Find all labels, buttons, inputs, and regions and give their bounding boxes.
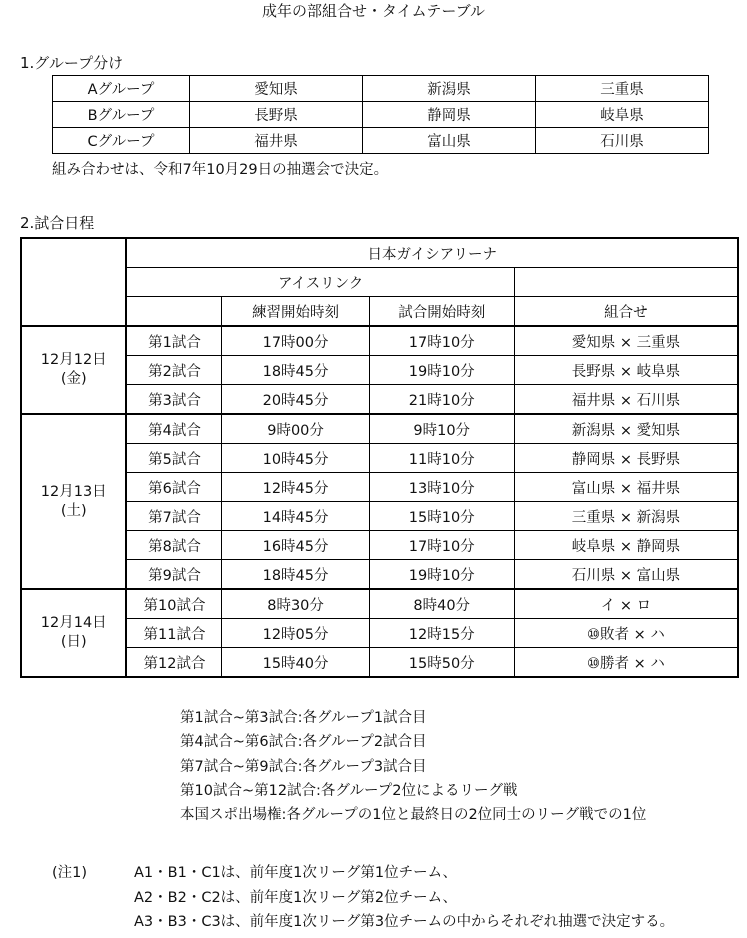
section-heading-schedule: 2.試合日程 — [20, 214, 95, 232]
match-number: 第9試合 — [126, 560, 222, 590]
start-time-header: 試合開始時刻 — [369, 297, 514, 327]
start-time: 15時50分 — [369, 648, 514, 678]
practice-time: 18時45分 — [222, 560, 369, 590]
start-time: 15時10分 — [369, 502, 514, 531]
practice-time-header: 練習開始時刻 — [222, 297, 369, 327]
day-weekday: (土) — [60, 502, 87, 519]
match-notes — [180, 706, 646, 827]
match-number: 第5試合 — [126, 444, 222, 473]
schedule-table — [20, 237, 739, 678]
match-number: 第4試合 — [126, 414, 222, 444]
note-line: 第10試合~第12試合:各グループ2位によるリーグ戦 — [180, 782, 518, 799]
rink-name: アイスリンク — [126, 268, 514, 297]
day-cell — [21, 326, 126, 414]
practice-time: 9時00分 — [222, 414, 369, 444]
start-time: 12時15分 — [369, 619, 514, 648]
group-team: 岐阜県 — [536, 102, 709, 128]
day-date: 12月12日 — [40, 352, 107, 368]
match-row — [21, 560, 738, 590]
start-time: 13時10分 — [369, 473, 514, 502]
practice-time: 14時45分 — [222, 502, 369, 531]
matchup: 長野県 × 岐阜県 — [514, 356, 738, 385]
day-date: 12月13日 — [40, 483, 107, 500]
start-time: 11時10分 — [369, 444, 514, 473]
day-weekday: (金) — [60, 371, 87, 387]
note-line: 第7試合~第9試合:各グループ3試合目 — [180, 758, 427, 775]
group-team: 静岡県 — [363, 102, 536, 128]
match-number: 第7試合 — [126, 502, 222, 531]
matchup: 三重県 × 新潟県 — [514, 502, 738, 531]
day-weekday: (日) — [60, 634, 87, 650]
start-time: 19時10分 — [369, 560, 514, 590]
matchup: イ × ロ — [514, 589, 738, 619]
start-time: 17時10分 — [369, 531, 514, 560]
match-row — [21, 385, 738, 415]
practice-time: 15時40分 — [222, 648, 369, 678]
match-number: 第2試合 — [126, 356, 222, 385]
match-number: 第11試合 — [126, 619, 222, 648]
group-name: Aグループ — [53, 76, 190, 102]
remark-line: A2・B2・C2は、前年度1次リーグ第2位チーム、 — [134, 889, 458, 906]
practice-time: 12時45分 — [222, 473, 369, 502]
venue-name: 日本ガイシアリーナ — [126, 238, 738, 268]
remark-text — [134, 861, 674, 935]
match-no-header — [126, 297, 222, 327]
day-cell — [21, 414, 126, 589]
group-table — [52, 75, 709, 154]
matchup: 静岡県 × 長野県 — [514, 444, 738, 473]
start-time: 17時10分 — [369, 326, 514, 356]
note-line: 第4試合~第6試合:各グループ2試合目 — [180, 734, 427, 751]
matchup: ⑩敗者 × ハ — [514, 619, 738, 648]
match-number: 第12試合 — [126, 648, 222, 678]
match-number: 第3試合 — [126, 385, 222, 415]
group-team: 石川県 — [536, 128, 709, 154]
group-name: Bグループ — [53, 102, 190, 128]
matchup: 石川県 × 富山県 — [514, 560, 738, 590]
remark-label: (注1) — [52, 865, 88, 881]
remark-line: A3・B3・C3は、前年度1次リーグ第3位チームの中からそれぞれ抽選で決定する。 — [134, 914, 675, 930]
start-time: 19時10分 — [369, 356, 514, 385]
match-number: 第1試合 — [126, 326, 222, 356]
practice-time: 20時45分 — [222, 385, 369, 415]
practice-time: 8時30分 — [222, 589, 369, 619]
group-row — [53, 76, 709, 102]
match-row — [21, 648, 738, 678]
matchup: 新潟県 × 愛知県 — [514, 414, 738, 444]
practice-time: 18時45分 — [222, 356, 369, 385]
note-line: 第1試合~第3試合:各グループ1試合目 — [180, 710, 427, 726]
matchup: 富山県 × 福井県 — [514, 473, 738, 502]
practice-time: 16時45分 — [222, 531, 369, 560]
page-title: 成年の部組合せ・タイムテーブル — [261, 2, 486, 20]
match-number: 第10試合 — [126, 589, 222, 619]
match-row — [21, 356, 738, 385]
section-heading-groups: 1.グループ分け — [20, 54, 124, 72]
match-number: 第6試合 — [126, 473, 222, 502]
start-time: 21時10分 — [369, 385, 514, 415]
schedule-corner-cell — [21, 238, 126, 326]
group-row — [53, 128, 709, 154]
match-row — [21, 444, 738, 473]
match-row — [21, 619, 738, 648]
group-team: 新潟県 — [363, 76, 536, 102]
match-row — [21, 326, 738, 356]
day-cell — [21, 589, 126, 677]
matchup-header: 組合せ — [514, 297, 738, 327]
day-date: 12月14日 — [40, 615, 107, 631]
remark-line: A1・B1・C1は、前年度1次リーグ第1位チーム、 — [134, 865, 458, 881]
matchup: 愛知県 × 三重県 — [514, 326, 738, 356]
group-name: Cグループ — [53, 128, 190, 154]
group-draw-note: 組み合わせは、令和7年10月29日の抽選会で決定。 — [52, 162, 389, 178]
start-time: 8時40分 — [369, 589, 514, 619]
start-time: 9時10分 — [369, 414, 514, 444]
practice-time: 10時45分 — [222, 444, 369, 473]
group-row — [53, 102, 709, 128]
group-team: 愛知県 — [190, 76, 363, 102]
rink-blank-cell — [514, 268, 738, 297]
group-team: 富山県 — [363, 128, 536, 154]
match-row — [21, 473, 738, 502]
matchup: 福井県 × 石川県 — [514, 385, 738, 415]
match-row — [21, 531, 738, 560]
group-team: 長野県 — [190, 102, 363, 128]
practice-time: 17時00分 — [222, 326, 369, 356]
matchup: 岐阜県 × 静岡県 — [514, 531, 738, 560]
match-row — [21, 589, 738, 619]
practice-time: 12時05分 — [222, 619, 369, 648]
matchup: ⑩勝者 × ハ — [514, 648, 738, 678]
group-team: 三重県 — [536, 76, 709, 102]
match-number: 第8試合 — [126, 531, 222, 560]
match-row — [21, 502, 738, 531]
note-line: 本国スポ出場権:各グループの1位と最終日の2位同士のリーグ戦での1位 — [180, 807, 647, 824]
match-row — [21, 414, 738, 444]
group-team: 福井県 — [190, 128, 363, 154]
